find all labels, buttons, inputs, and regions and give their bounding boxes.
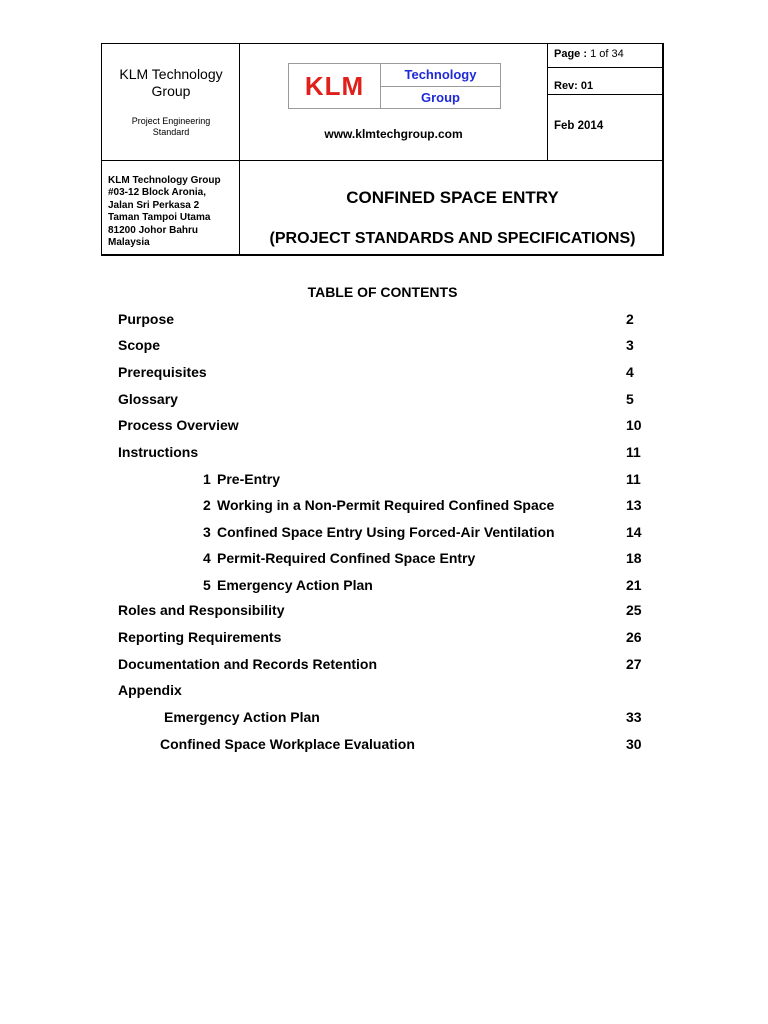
toc-entry-label <box>203 575 373 595</box>
address-line: #03-12 Block Aronia, <box>108 187 207 199</box>
toc-entry-text: Pre-Entry <box>217 471 281 487</box>
toc-entry-page: 14 <box>626 524 642 540</box>
toc-entry-number: 2 <box>203 497 211 513</box>
header-divider <box>547 94 663 95</box>
toc-entry-label: Prerequisites <box>118 364 207 380</box>
logo-technology-text: Technology <box>381 64 500 87</box>
toc-heading: TABLE OF CONTENTS <box>307 284 458 300</box>
address-line: KLM Technology Group <box>108 175 221 186</box>
toc-entry-label: Instructions <box>118 444 199 460</box>
standard-type-line: Project Engineering <box>131 116 211 126</box>
toc-entry-text: Working in a Non-Permit Required Confined Space <box>217 497 555 513</box>
toc-entry-page: 26 <box>626 629 642 645</box>
toc-entry-page: 27 <box>626 656 642 672</box>
toc-entry-page: 3 <box>626 337 634 353</box>
revision: Rev: 01 <box>554 80 594 92</box>
address-line: Malaysia <box>108 237 150 249</box>
header-divider <box>547 67 663 68</box>
toc-entry-page: 2 <box>626 311 634 327</box>
toc-entry-label: Glossary <box>118 391 178 407</box>
toc-entry-page: 13 <box>626 497 642 513</box>
toc-entry-page: 33 <box>626 709 642 725</box>
page-number <box>554 48 624 60</box>
toc-entry-label: Purpose <box>118 311 175 327</box>
header-divider <box>102 160 663 161</box>
address-line: Jalan Sri Perkasa 2 <box>108 199 200 211</box>
toc-entry-number: 3 <box>203 524 211 540</box>
toc-entry-number: 5 <box>203 577 211 593</box>
toc-entry-label: Reporting Requirements <box>118 629 282 645</box>
website-url: www.klmtechgroup.com <box>324 127 463 141</box>
toc-entry-page: 5 <box>626 391 634 407</box>
logo-group-text: Group <box>421 90 460 105</box>
issue-date: Feb 2014 <box>554 120 604 132</box>
toc-entry-page: 18 <box>626 550 642 566</box>
company-name-line: KLM Technology <box>119 66 223 82</box>
logo-klm-text: KLM <box>289 64 381 108</box>
company-address <box>108 175 240 249</box>
page-value: 1 of 34 <box>590 48 624 60</box>
toc-entry-label: Roles and Responsibility <box>118 602 285 618</box>
klm-logo <box>288 63 501 109</box>
toc-entry-page: 11 <box>626 444 641 460</box>
page-label: Page : <box>554 48 588 60</box>
toc-entry-page: 30 <box>626 736 642 752</box>
header-divider <box>547 44 548 160</box>
address-line: 81200 Johor Bahru <box>108 224 199 236</box>
document-title: CONFINED SPACE ENTRY <box>346 188 559 207</box>
toc-entry-label: Process Overview <box>118 417 239 433</box>
document-subtitle: (PROJECT STANDARDS AND SPECIFICATIONS) <box>269 230 636 247</box>
toc-entry-page: 11 <box>626 471 641 487</box>
toc-entry-page: 4 <box>626 364 634 380</box>
toc-entry-number: 1 <box>203 471 211 487</box>
toc-entry-label: Appendix <box>118 682 182 698</box>
company-name-line: Group <box>151 83 191 99</box>
standard-type <box>102 116 240 138</box>
toc-entry-label: Confined Space Workplace Evaluation <box>160 736 415 752</box>
toc-entry-text: Permit-Required Confined Space Entry <box>217 550 476 566</box>
toc-entry-page: 10 <box>626 417 642 433</box>
toc-entry-label <box>203 522 555 542</box>
toc-entry-label: Documentation and Records Retention <box>118 656 378 672</box>
toc-entry-label <box>203 495 554 515</box>
toc-entry-number: 4 <box>203 550 211 566</box>
toc-entry-label <box>203 548 475 568</box>
address-line: Taman Tampoi Utama <box>108 212 211 224</box>
document-header <box>101 43 664 256</box>
toc-entry-page: 21 <box>626 577 642 593</box>
standard-type-line: Standard <box>152 127 190 137</box>
toc-entry-label <box>203 469 280 489</box>
toc-entry-text: Confined Space Entry Using Forced-Air Ventilation <box>217 524 555 540</box>
toc-entry-page: 25 <box>626 602 642 618</box>
company-name <box>102 66 240 100</box>
toc-entry-label: Scope <box>118 337 161 353</box>
toc-entry-label: Emergency Action Plan <box>164 709 320 725</box>
toc-entry-text: Emergency Action Plan <box>217 577 373 593</box>
